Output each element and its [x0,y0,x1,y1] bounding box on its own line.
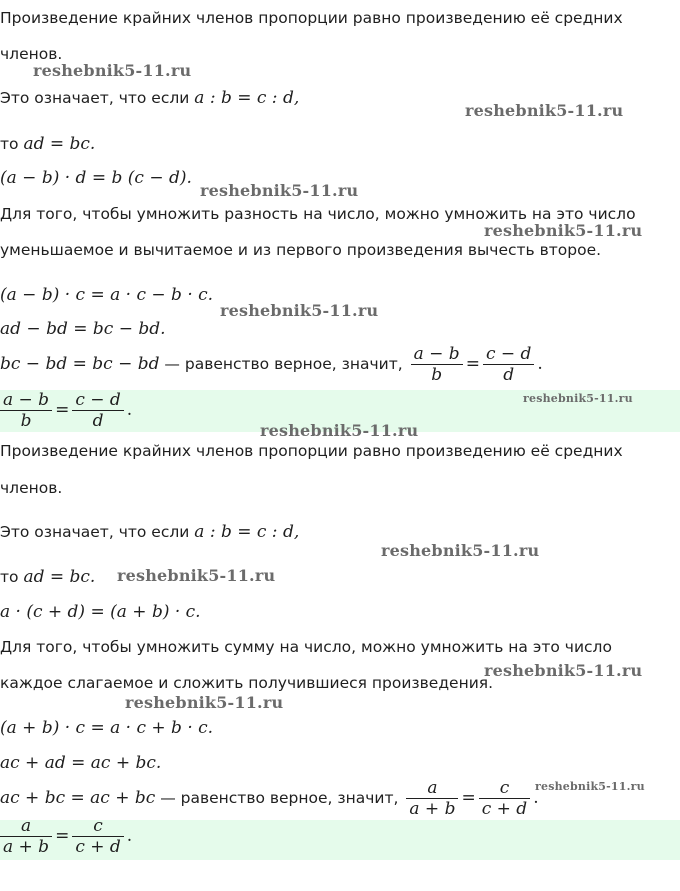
given-equation: a · (c + d) = (a + b) · c. [0,602,201,622]
answer-fraction-left: $\frac{a - b}{b}$ [0,390,52,431]
watermark: reshebnik5-11.ru [260,421,419,440]
verification-line: ac + bc = ac + bc — равенство верное, значит, $\frac{a}{a + b}$ = $\frac{c}{c + d}$ . [0,778,539,819]
given-equation: (a − b) · d = b (c − d). [0,168,192,188]
definition-prefix: Это означает, что если [0,89,190,107]
answer-box [0,820,680,860]
fraction-right: $\frac{c - d}{d}$ [483,344,534,385]
answer-fraction-right: $\frac{c - d}{d}$ [72,390,123,431]
answer-formula: $\frac{a}{a + b}$ = $\frac{c}{c + d}$ . [0,820,132,857]
answer-fraction-right: $\frac{c}{c + d}$ [72,820,123,857]
fraction-right: $\frac{c}{c + d}$ [479,778,530,819]
watermark: reshebnik5-11.ru [220,301,379,320]
product-formula: ad = bc. [23,134,96,154]
rule-text-line1: Произведение крайних членов пропорции равно произведению её средних [0,9,623,27]
rule-text-line1: Произведение крайних членов пропорции равно произведению её средних [0,442,623,460]
rule-text-line2: членов. [0,45,63,63]
answer-fraction-left: $\frac{a}{a + b}$ [0,820,52,857]
proportion-formula: a : b = c : d, [194,88,300,108]
watermark: reshebnik5-11.ru [535,780,645,793]
watermark: reshebnik5-11.ru [33,61,192,80]
watermark: reshebnik5-11.ru [117,566,276,585]
product-formula: ad = bc. [23,567,96,587]
watermark: reshebnik5-11.ru [484,661,643,680]
verification-line: bc − bd = bc − bd — равенство верное, значит, $\frac{a - b}{b}$ = $\frac{c - d}{d}$ . [0,344,543,385]
rule-text-line2: членов. [0,479,63,497]
proportion-definition [0,88,299,108]
watermark: reshebnik5-11.ru [484,221,643,240]
distributive-rule-line1: Для того, чтобы умножить разность на число, можно умножить на это число [0,205,636,223]
verification-formula: ac + bc = ac + bc [0,788,156,808]
equals-sign: = [465,354,480,374]
fraction-left: $\frac{a}{a + b}$ [406,778,458,819]
verification-formula: bc − bd = bc − bd [0,354,160,374]
watermark: reshebnik5-11.ru [465,101,624,120]
distributive-rule-line2: уменьшаемое и вычитаемое и из первого произведения вычесть второе. [0,241,602,259]
proportion-definition [0,522,299,542]
verification-text: — равенство верное, значит, [159,355,408,373]
distributive-rule-line2: каждое слагаемое и сложить получившиеся произведения. [0,674,494,692]
verification-text: — равенство верное, значит, [155,789,404,807]
watermark: reshebnik5-11.ru [200,181,359,200]
product-equality [0,134,95,154]
then-prefix: то [0,568,19,586]
definition-prefix: Это означает, что если [0,523,190,541]
proportion-formula: a : b = c : d, [194,522,300,542]
expansion-step: (a + b) · c = a · c + b · c. [0,718,214,738]
watermark: reshebnik5-11.ru [523,392,633,405]
watermark: reshebnik5-11.ru [125,693,284,712]
fraction-left: $\frac{a - b}{b}$ [411,344,463,385]
watermark: reshebnik5-11.ru [381,541,540,560]
distributive-rule-line1: Для того, чтобы умножить сумму на число, можно умножить на это число [0,638,612,656]
expansion-step: (a − b) · c = a · c − b · c. [0,285,214,305]
product-equality [0,567,95,587]
simplified-equation: ad − bd = bc − bd. [0,319,166,339]
then-prefix: то [0,135,19,153]
simplified-equation: ac + ad = ac + bc. [0,753,162,773]
answer-formula: $\frac{a - b}{b}$ = $\frac{c - d}{d}$ . [0,390,132,431]
equals-sign: = [461,788,476,808]
